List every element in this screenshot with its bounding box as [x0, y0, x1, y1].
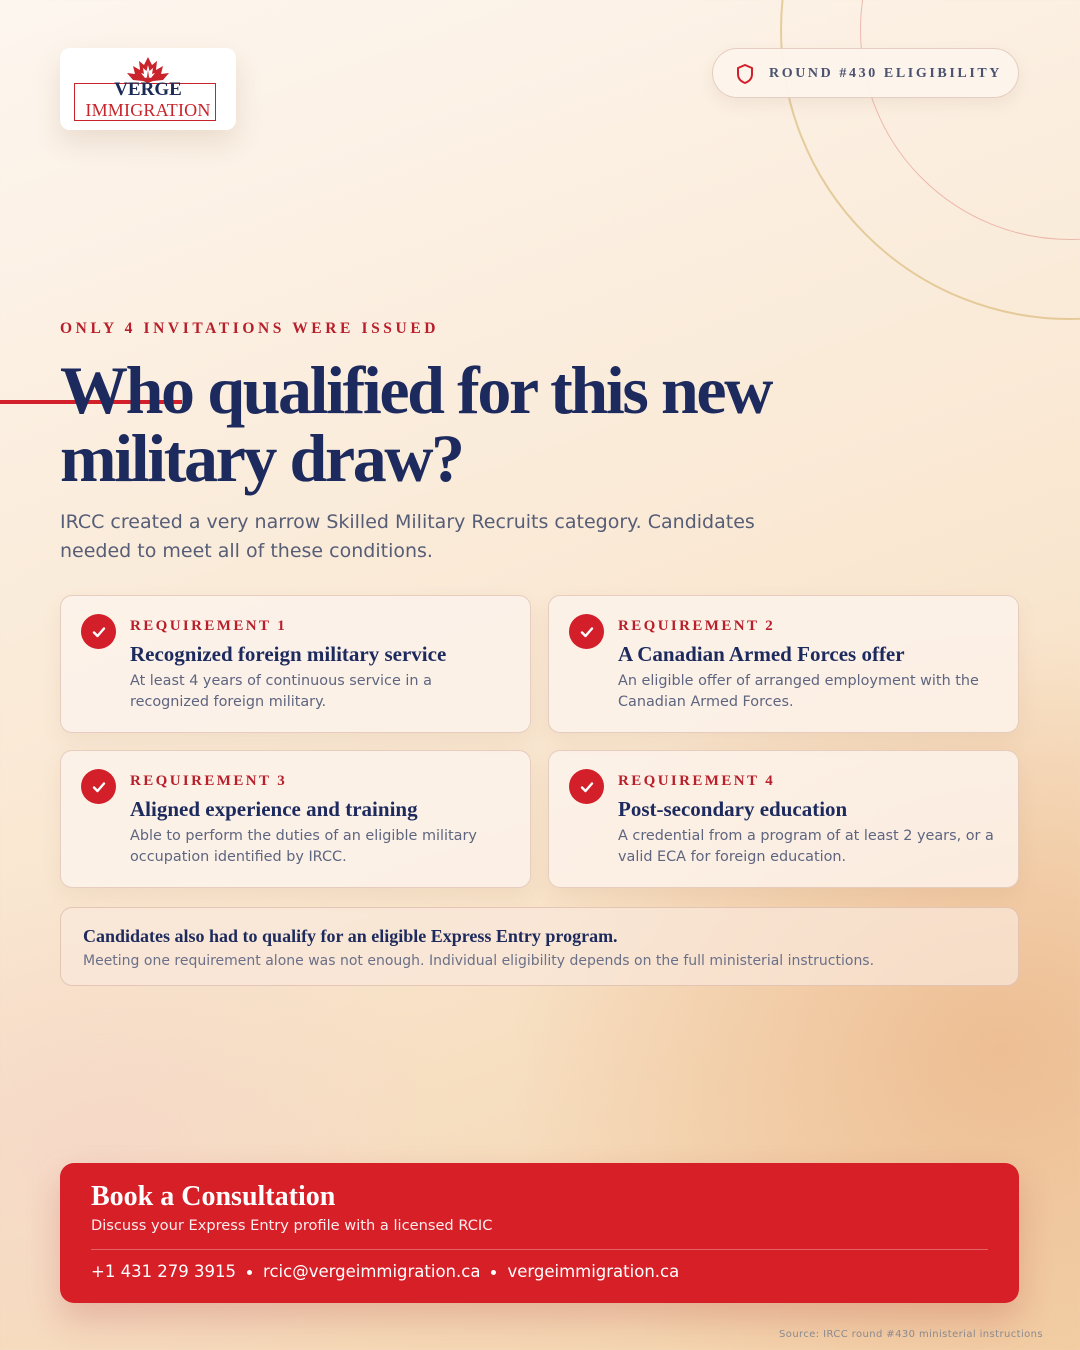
phone-link[interactable]: +1 431 279 3915	[91, 1262, 237, 1281]
requirement-card-1	[60, 595, 531, 733]
requirement-title: Aligned experience and training	[130, 797, 418, 821]
shield-icon	[735, 63, 755, 85]
email-link[interactable]: rcic@vergeimmigration.ca	[263, 1262, 481, 1281]
check-icon	[81, 769, 116, 804]
requirement-title: Post-secondary education	[618, 797, 848, 821]
website-link[interactable]: vergeimmigration.ca	[507, 1262, 680, 1281]
requirement-description: A credential from a program of at least 2 years, or a valid ECA for foreign education.	[618, 828, 994, 865]
consultation-cta[interactable]	[60, 1163, 1019, 1303]
source-footnote: Source: IRCC round #430 ministerial instructions	[779, 1329, 1043, 1340]
requirement-card-2	[548, 595, 1019, 733]
page-title: Who qualified for this new military draw?	[60, 352, 771, 496]
cta-divider	[91, 1249, 988, 1250]
requirement-label: REQUIREMENT 1	[130, 618, 288, 634]
note-title: Candidates also had to qualify for an eligible Express Entry program.	[83, 926, 618, 946]
check-icon	[569, 769, 604, 804]
round-eligibility-badge	[712, 48, 1019, 98]
requirement-label: REQUIREMENT 4	[618, 773, 776, 789]
page-subtitle: IRCC created a very narrow Skilled Military Recruits category. Candidates needed to meet all of these conditions.	[60, 511, 755, 562]
eyebrow-label: ONLY 4 INVITATIONS WERE ISSUED	[60, 320, 440, 337]
requirement-label: REQUIREMENT 3	[130, 773, 288, 789]
decorative-ring-inner	[860, 0, 1080, 240]
separator-dot	[491, 1270, 496, 1275]
requirement-description: At least 4 years of continuous service in a recognized foreign military.	[130, 673, 432, 710]
requirement-label: REQUIREMENT 2	[618, 618, 776, 634]
logo-wordmark-verge: VERGE	[114, 79, 182, 100]
requirement-title: A Canadian Armed Forces offer	[618, 642, 905, 666]
brand-logo[interactable]	[60, 48, 236, 130]
requirement-card-3	[60, 750, 531, 888]
requirement-card-4	[548, 750, 1019, 888]
cta-subtitle: Discuss your Express Entry profile with a licensed RCIC	[91, 1217, 493, 1234]
requirement-title: Recognized foreign military service	[130, 642, 447, 666]
check-icon	[81, 614, 116, 649]
logo-wordmark-immigration: IMMIGRATION	[85, 100, 211, 120]
cta-contact-row	[91, 1262, 679, 1282]
separator-dot	[247, 1270, 252, 1275]
round-badge-label: ROUND #430 ELIGIBILITY	[769, 66, 1003, 81]
note-description: Meeting one requirement alone was not enough. Individual eligibility depends on the full ministerial instructions.	[83, 953, 875, 969]
requirement-description: Able to perform the duties of an eligible military occupation identified by IRCC.	[130, 828, 477, 865]
check-icon	[569, 614, 604, 649]
requirement-description: An eligible offer of arranged employment with the Canadian Armed Forces.	[618, 673, 979, 710]
cta-title: Book a Consultation	[91, 1181, 336, 1212]
express-entry-note	[60, 907, 1019, 986]
